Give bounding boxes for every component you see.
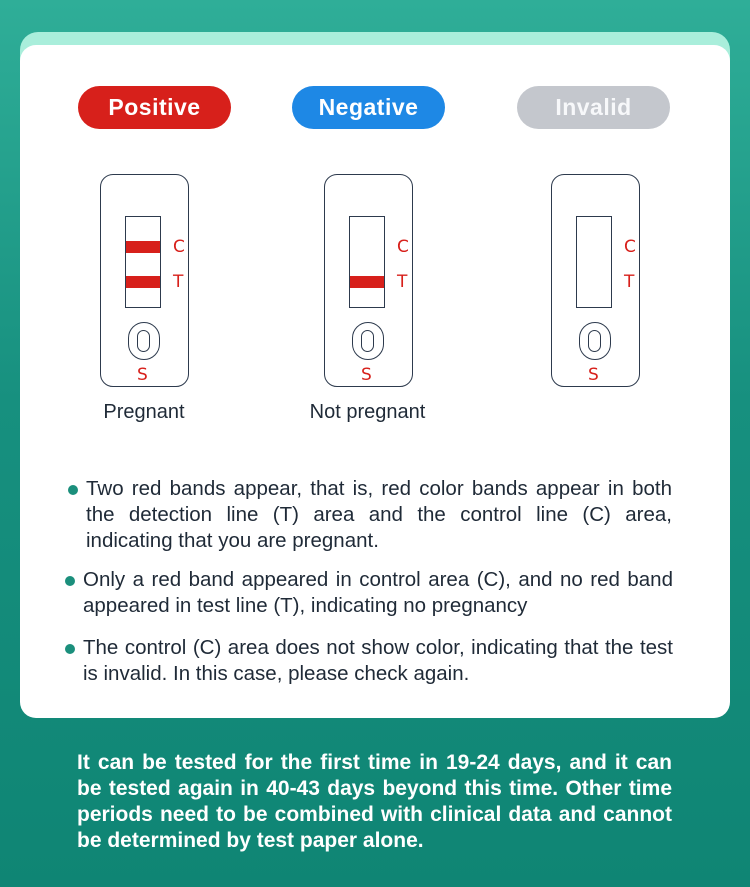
test-cassette-negative <box>324 174 413 387</box>
bullet-invalid <box>83 635 673 687</box>
result-window <box>576 216 612 308</box>
control-label: C <box>624 237 636 257</box>
bullet-dot-icon <box>65 644 75 654</box>
control-band <box>126 241 160 253</box>
control-label: C <box>173 237 185 257</box>
bullet-dot-icon <box>65 576 75 586</box>
positive-badge: Positive <box>78 86 231 129</box>
test-cassette-positive <box>100 174 189 387</box>
caption-positive: Pregnant <box>103 401 185 423</box>
sample-well-icon <box>128 322 160 360</box>
sample-label: S <box>588 365 599 385</box>
control-band <box>350 276 384 288</box>
control-label: C <box>397 237 409 257</box>
caption-negative: Not pregnant <box>309 401 426 423</box>
sample-label: S <box>361 365 372 385</box>
sample-label: S <box>137 365 148 385</box>
test-band <box>126 276 160 288</box>
test-cassette-invalid <box>551 174 640 387</box>
sample-well-icon <box>352 322 384 360</box>
result-card <box>20 45 730 718</box>
bullet-text: Only a red band appeared in control area (C), and no red band appeared in test line (T), indicating no pregnancy <box>83 568 673 617</box>
test-label: T <box>624 272 635 292</box>
result-window <box>125 216 161 308</box>
negative-badge: Negative <box>292 86 445 129</box>
test-label: T <box>397 272 408 292</box>
bullet-dot-icon <box>68 485 78 495</box>
invalid-badge: Invalid <box>517 86 670 129</box>
test-label: T <box>173 272 184 292</box>
bullet-text: Two red bands appear, that is, red color bands appear in both the detection line (T) area and the control line (C) area, indicating that you are pregnant. <box>86 477 672 552</box>
bullet-text: The control (C) area does not show color, indicating that the test is invalid. In this case, please check again. <box>83 636 673 685</box>
bullet-positive <box>86 476 672 554</box>
sample-well-icon <box>579 322 611 360</box>
bullet-negative <box>83 567 673 619</box>
footer-note: It can be tested for the first time in 19-24 days, and it can be tested again in 40-43 days beyond this time. Other time periods need to be combined with clinical data and cannot be determined by test paper alone. <box>77 751 672 852</box>
result-window <box>349 216 385 308</box>
